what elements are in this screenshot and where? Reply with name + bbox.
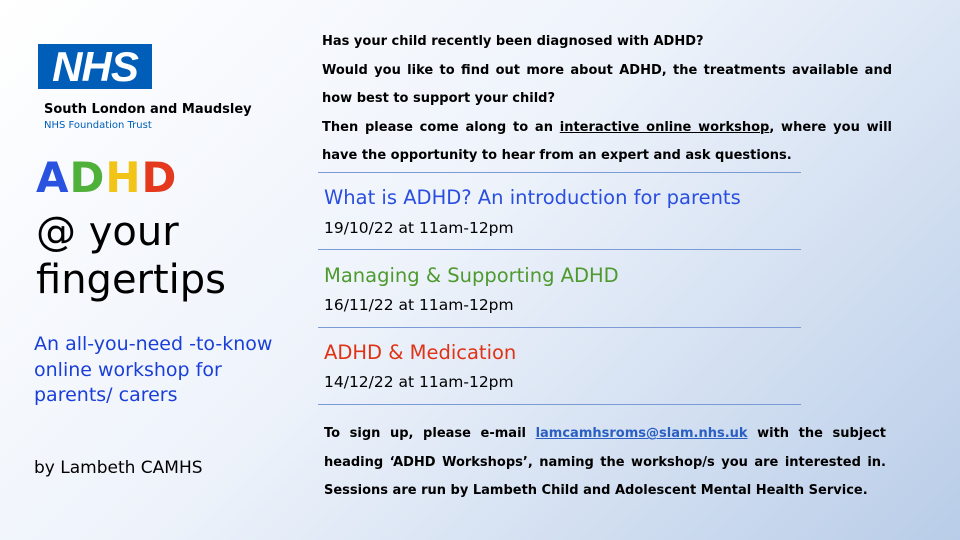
title-line-3: fingertips [36,257,227,303]
workshop-date: 16/11/22 at 11am-12pm [324,296,514,314]
nhs-logo: NHS [38,44,152,89]
title-letter: D [141,153,178,202]
intro-text [322,28,892,171]
trust-subtitle: NHS Foundation Trust [44,120,152,131]
workshop-date: 19/10/22 at 11am-12pm [324,219,514,237]
divider [318,404,801,405]
trust-name: South London and Maudsley [44,102,252,117]
divider [318,327,801,328]
title-letter: D [69,153,106,202]
title-letter: A [36,153,70,202]
workshop-title: ADHD & Medication [324,341,517,364]
interactive-workshop-text: interactive online workshop [559,119,770,135]
email-link[interactable]: lamcamhsroms@slam.nhs.uk [535,426,748,441]
title-line-2: @ your [36,209,179,255]
signup-instructions: To sign up, please e-mail lamcamhsroms@slam.nhs.uk with the subject heading ‘ADHD Workshops’, naming the workshop/s you are interested in. [324,426,886,470]
signup-text [324,420,886,506]
workshop-description: An all-you-need -to-know online workshop for parents/ carers [34,333,273,406]
workshop-title: Managing & Supporting ADHD [324,264,619,287]
byline: by Lambeth CAMHS [34,458,203,478]
service-note: Sessions are run by Lambeth Child and Adolescent Mental Health Service. [324,483,868,498]
intro-question-1: Has your child recently been diagnosed with ADHD? [322,34,704,49]
divider [318,172,801,173]
workshop-title: What is ADHD? An introduction for parents [324,186,741,209]
intro-invitation: Then please come along to an interactive online workshop, where you will have the opportunity to hear from an expert and ask questions. [322,119,892,163]
divider [318,249,801,250]
workshop-date: 14/12/22 at 11am-12pm [324,373,514,391]
title-letter: H [105,153,142,202]
intro-question-2: Would you like to find out more about ADHD, the treatments available and how best to support your child? [322,62,892,106]
adhd-title [36,154,177,202]
